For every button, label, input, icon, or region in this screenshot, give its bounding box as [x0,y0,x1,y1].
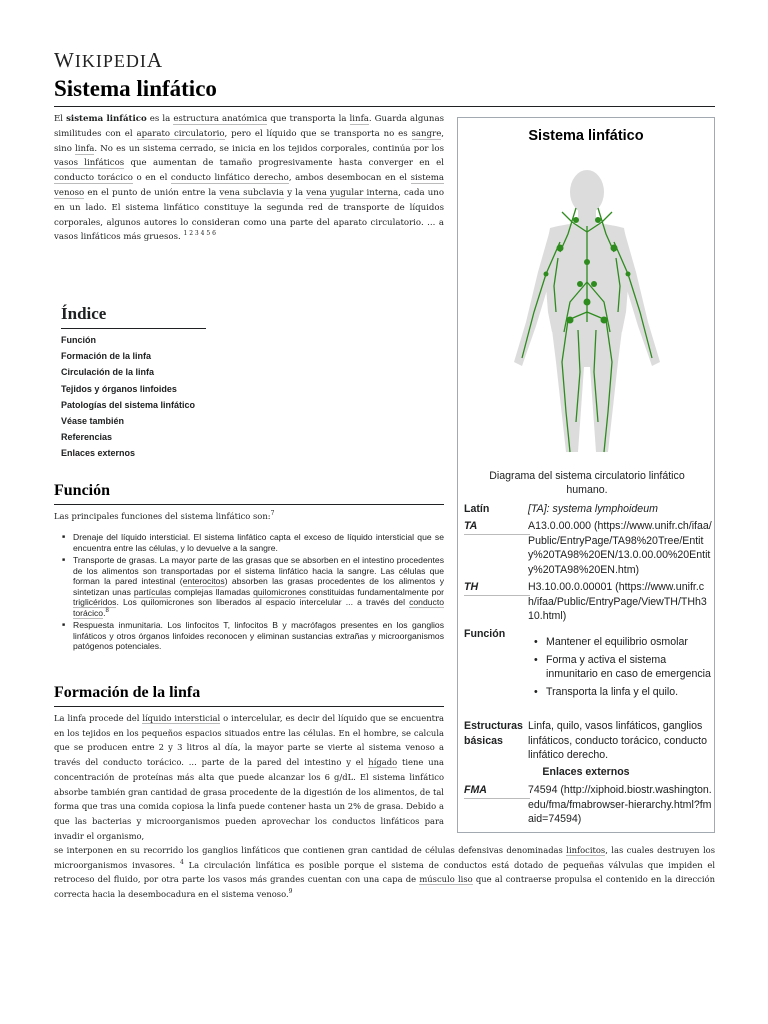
link-trigliceridos[interactable]: triglicéridos [73,597,117,607]
reference-mark[interactable]: 8 [105,607,109,614]
link-th[interactable]: TH [464,580,530,596]
ta-external-link[interactable]: A13.0.00.000 (https://www.unifr.ch/ifaa/Public/EntryPage/TA98%20Tree/Entity%20TA98%20EN/13.0.00.00%20Entity%20TA98%20EN.htm) [528,520,712,576]
reference-mark[interactable]: 9 [288,888,293,896]
formacion-paragraph-wide: se interponen en su recorrido los ganglios linfáticos que contienen gran cantidad de células defensivas denominadas linfocitos, las cuales destruyen los microorganismos invasores. $^4$ La circulación linfática es posible porque el sistema de conductos está dotado de pequeñas válvulas que impiden el retroceso del fluido, por otra parte los vasos más grandes cuentan con una capa de músculo liso que al contraerse propulsa el contenido en la dirección correcta hacia la desembocadura en el sistema venoso.$^9$ [54,845,715,900]
toc-item[interactable]: Referencias [61,432,113,443]
reference-mark[interactable]: 7 [270,510,275,518]
intro-paragraph: El sistema linfático es la estructura anatómica que transporta la linfa. Guarda algunas similitudes con el aparato circulatorio, pero el líquido que se transporta no es sangre, sino linfa. No es un sistema cerrado, se inicia en los tejidos corporales, continúa por los vasos linfáticos que aumentan de tamaño progresivamente hasta converger en el conducto torácico o en el conducto linfático derecho, ambos desembocan en el sistema venoso en el punto de unión entre la vena subclavia y la vena yugular interna, cada uno en un lado. El sistema linfático constituye la segunda red de transporte de líquidos corporales, algunos autores lo consideran como una parte del aparato circulatorio. ... a vasos linfáticos más gruesos. $^{1 2 3 4 5 6}$ [54,114,445,243]
infobox-caption: Diagrama del sistema circulatorio linfático humano. [489,470,685,496]
infobox: Sistema linfático Diagrama del sistema circulatorio linfático humano. Latín [TA]: systema lymphoideum TA A13.0.00.000 (https://www.unifr.ch/ifaa/Public/EntryPage/TA98%20Tree/Entity%20TA98%20EN/13.0.00.00%20Entity%20TA98%20EN.htm) TH H3.10.00.0.00001 (https://www.unifr.ch/ifaa/Public/EntryPage/ViewTH/THh310.html) Función • Mantener el equilibrio osmolar • Forma y activa el sistema inmunitario en caso de emergencia • Transporta la linfa y el quilo. Estructuras básicas Linfa, quilo, vasos linfáticos, ganglios linfáticos, conducto torácico, conducto linfático derecho. Enlaces externos FMA 74594 (http://xiphoid.biostr.washington.edu/fma/fmabrowser-hierarchy.html?fmaid=74594) [457,117,715,833]
link-liquido-intersticial[interactable]: líquido intersticial [142,713,221,723]
link-linfocitos[interactable]: linfocitos [566,845,606,855]
link-fma[interactable]: FMA [464,783,530,799]
link-enterocitos[interactable]: enterocitos [182,576,225,586]
infobox-subheader: Enlaces externos [542,766,630,778]
list-item: ■ Respuesta inmunitaria. Los linfocitos T, linfocitos B y macrófagos presentes en los ganglios linfáticos y otros órganos linfoides reconocen y eliminan sustancias extrañas y microorganismos patógenos potenciales. [60,620,444,652]
list-item: • Forma y activa el sistema inmunitario en caso de emergencia [528,653,712,682]
reference-marks[interactable]: 1 2 3 4 5 6 [183,230,216,238]
link-linfa[interactable]: linfa [349,114,369,124]
heading-funcion: Función [54,482,111,499]
link-aparato-circulatorio[interactable]: aparato circulatorio [136,128,225,139]
wikipedia-wordmark[interactable]: WIKIPEDIA [54,48,163,72]
link-particulas[interactable]: partículas [133,586,172,597]
funcion-lead: Las principales funciones del sistema linfático son:$^7$ [54,510,275,521]
link-conducto-toracico[interactable]: conducto torácico [54,173,133,184]
heading-divider [54,706,444,707]
link-conducto-linfatico-derecho[interactable]: conducto linfático derecho [170,173,289,184]
link-vena-subclavia[interactable]: vena subclavia [219,187,285,198]
heading-formacion: Formación de la linfa [54,684,201,701]
list-item: • Mantener el equilibrio osmolar [528,635,712,650]
toc-title: Índice [61,304,206,329]
toc-item[interactable]: Circulación de la linfa [61,367,155,378]
list-item: • Transporta la linfa y el quilo. [528,685,712,700]
link-linfa-2[interactable]: linfa [75,143,95,154]
toc-item[interactable]: Véase también [61,415,125,426]
link-ta[interactable]: TA [464,519,530,535]
link-quilomicrones[interactable]: quilomicrones [253,586,307,597]
th-external-link[interactable]: H3.10.00.0.00001 (https://www.unifr.ch/ifaa/Public/EntryPage/ViewTH/THh310.html) [528,581,707,623]
reference-mark[interactable]: 4 [179,858,184,866]
toc-item[interactable]: Tejidos y órganos linfoides [61,383,177,394]
toc-item[interactable]: Función [61,335,96,345]
link-musculo-liso[interactable]: músculo liso [419,874,473,885]
toc-item[interactable]: Patologías del sistema linfático [61,399,196,410]
link-vena-yugular[interactable]: vena yugular interna [306,187,399,198]
title-divider [54,106,715,107]
list-item: ■ Drenaje del líquido intersticial. El sistema linfático capta el exceso de líquido intersticial que se encuentra entre las células, y lo devuelve a la sangre. [60,532,444,553]
list-item: ■ Transporte de grasas. La mayor parte de las grasas que se absorben en el intestino procedentes de los alimentos son transportadas por el sistema linfático hacia la sangre. Las células que forman la pared intestinal (enterocitos) absorben las grasas procedentes de los alimentos y sintetizan unas partículas complejas llamadas quilomicrones constituidas fundamentalmente por triglicéridos. Los quilomicrones son liberados al espacio intercelular ... a través del conducto torácico.$^8$ [60,555,444,618]
link-vasos-linfaticos[interactable]: vasos linfáticos [54,158,125,169]
link-conducto-toracico[interactable]: conducto torácico [73,597,444,618]
page-title: Sistema linfático [54,76,217,101]
fma-external-link[interactable]: 74594 (http://xiphoid.biostr.washington.edu/fma/fmabrowser-hierarchy.html?fmaid=74594) [528,784,712,826]
estructuras-links[interactable]: Linfa, quilo, vasos linfáticos, ganglios linfáticos, conducto torácico, conducto linfático derecho. [528,720,708,762]
link-sistema-venoso[interactable]: sistema venoso [54,173,445,198]
funcion-list [60,532,444,654]
link-higado[interactable]: hígado [368,757,398,768]
toc-item[interactable]: Enlaces externos [61,448,136,459]
toc-item[interactable]: Formación de la linfa [61,351,152,362]
table-of-contents [61,304,211,465]
heading-divider [54,504,444,505]
infobox-title: Sistema linfático [528,128,644,144]
link-estructura-anatomica[interactable]: estructura anatómica [173,114,268,124]
formacion-paragraph: La linfa procede del líquido intersticial o intercelular, es decir del líquido que se encuentra en los tejidos en los pequeños espacios situados entre las células. En el hombre, se calcula que se producen entre 2 y 3 litros al día, la mayor parte se vierte al sistema venoso a través del conducto torácico. ... parte de la pared del intestino y el hígado tiene una concentración de proteínas más alta que puede alcanzar los 6 g/dL. El sistema linfático absorbe también gran cantidad de grasa procedente de la digestión de los alimentos, de tal forma que tras una comida copiosa la linfa puede contener hasta un 2% de grasa. Debido a que las bacterias y microorganismos pueden aprovechar los conductos linfáticos para invadir el organismo, [54,713,445,841]
link-sangre[interactable]: sangre [411,128,442,139]
lymphatic-system-diagram[interactable] [498,162,676,462]
